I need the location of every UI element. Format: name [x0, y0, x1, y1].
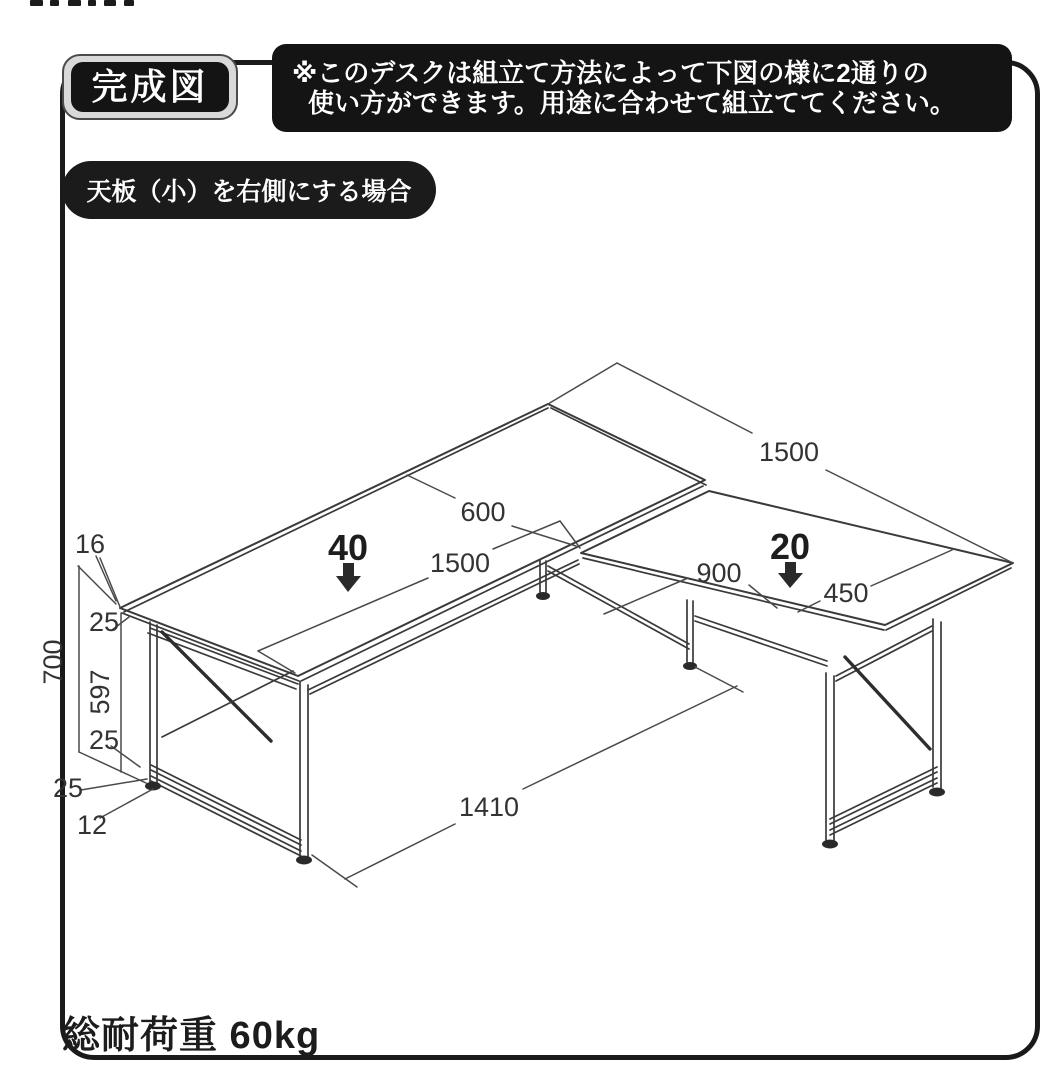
middle-leg-foot [683, 662, 697, 670]
variant-label: 天板（小）を右側にする場合 [86, 178, 412, 206]
dim-label-desk-depth: 600 [460, 497, 506, 527]
dim-label-main-length: 1500 [429, 548, 491, 578]
right-back-foot [929, 788, 945, 797]
dim-label-side-length: 900 [696, 558, 742, 588]
right-leg-frame [822, 619, 945, 849]
dim-label-adjuster: 12 [76, 810, 108, 840]
dim-label-height-clearance: 597 [85, 669, 115, 715]
dim-label-side-depth: 450 [823, 578, 869, 608]
right-cross-brace [845, 657, 930, 749]
dim-label-top-thickness: 16 [74, 529, 106, 559]
left-front-foot [296, 856, 312, 865]
right-front-foot [822, 840, 838, 849]
total-load-text: 総耐荷重 60kg [62, 1015, 321, 1057]
notice-line1: ※このデスクは組立て方法によって下図の様に2通りの [292, 58, 929, 88]
dim-label-frame-lower-b: 25 [52, 773, 84, 803]
completed-figure-label: 完成図 [91, 66, 209, 107]
load-label-main: 40 [327, 527, 369, 568]
notice-line2: 使い方ができます。用途に合わせて組立ててください。 [308, 88, 956, 118]
dim-label-height-total: 700 [38, 639, 68, 685]
dim-label-frame-lower-a: 25 [88, 725, 120, 755]
dim-label-overall-width: 1500 [758, 437, 820, 467]
dim-label-frame-upper: 25 [88, 607, 120, 637]
junction-foot [536, 592, 550, 600]
dim-label-leg-span: 1410 [458, 792, 520, 822]
load-label-side: 20 [769, 526, 811, 567]
